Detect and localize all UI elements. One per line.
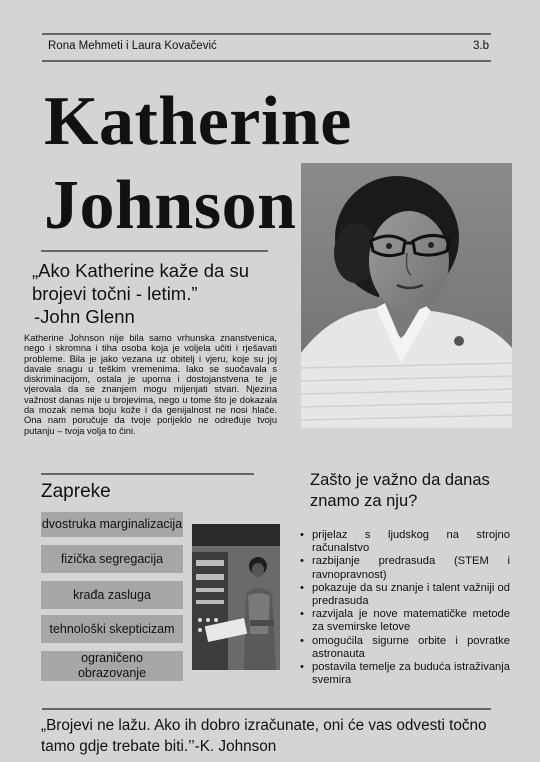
list-item: • prijelaz s ljudskog na strojno računalstvo xyxy=(300,529,510,555)
portrait-photo xyxy=(301,163,512,428)
title-line-1: Katherine xyxy=(44,83,352,160)
obstacle-tag: krađa zasluga xyxy=(41,581,183,609)
page-title xyxy=(44,80,352,248)
list-item: • postavila temelje za buduća istraživanja svemira xyxy=(300,661,510,687)
obstacle-tag: dvostruka marginalizacija xyxy=(41,512,183,537)
why-list xyxy=(300,529,510,687)
title-line-2: Johnson xyxy=(44,167,297,244)
computer-photo xyxy=(192,524,280,670)
intro-paragraph: Katherine Johnson nije bila samo vrhunska znanstvenica, nego i skromna i tiha osoba koja je voljela učiti i rješavati probleme. Bila je jako vezana uz obitelj i vjeru, koje su joj davale snagu u teškim vremenima. Iako se suočavala s diskriminacijom, ostala je uporna i dostojanstvena te je vjerovala da se znanjem mogu mijenjati stvari. Njezina važnost danas nije u brojevima, nego u tome što je dokazala da mozak nema boju kože i da genijalnost ne nosi hlače. Ona nam poručuje da tvoje porijeklo ne određuje tvoju putanju – tvoja volja to čini. xyxy=(24,333,277,436)
obstacle-tag: fizička segregacija xyxy=(41,545,183,573)
footer-rule xyxy=(42,708,491,710)
title-rule xyxy=(41,250,268,252)
glenn-quote xyxy=(32,259,302,328)
glenn-quote-text: „Ako Katherine kaže da su brojevi točni - letim.” xyxy=(32,260,249,304)
header-bottom-rule xyxy=(42,60,491,62)
closing-quote: „Brojevi ne lažu. Ako ih dobro izračunate, oni će vas odvesti točno tamo gdje trebate biti.’’-K. Johnson xyxy=(41,717,487,755)
header-class: 3.b xyxy=(473,40,489,52)
list-item: • razbijanje predrasuda (STEM i ravnopravnost) xyxy=(300,555,510,581)
obstacle-tag: tehnološki skepticizam xyxy=(41,615,183,643)
list-item: • razvijala je nove matematičke metode za svemirske letove xyxy=(300,608,510,634)
computer-illustration xyxy=(192,524,280,670)
header-top-rule xyxy=(42,33,491,35)
why-title: Zašto je važno da danas znamo za nju? xyxy=(310,471,490,510)
obstacle-tag: ograničeno obrazovanje xyxy=(41,651,183,681)
list-item: • omogućila sigurne orbite i povratke astronauta xyxy=(300,635,510,661)
glenn-quote-author: -John Glenn xyxy=(34,306,135,327)
header-authors: Rona Mehmeti i Laura Kovačević xyxy=(48,40,217,52)
obstacles-title: Zapreke xyxy=(41,481,111,502)
list-item: • pokazuje da su znanje i talent važniji od predrasuda xyxy=(300,582,510,608)
portrait-illustration xyxy=(301,163,512,428)
intro-rule xyxy=(41,473,254,475)
